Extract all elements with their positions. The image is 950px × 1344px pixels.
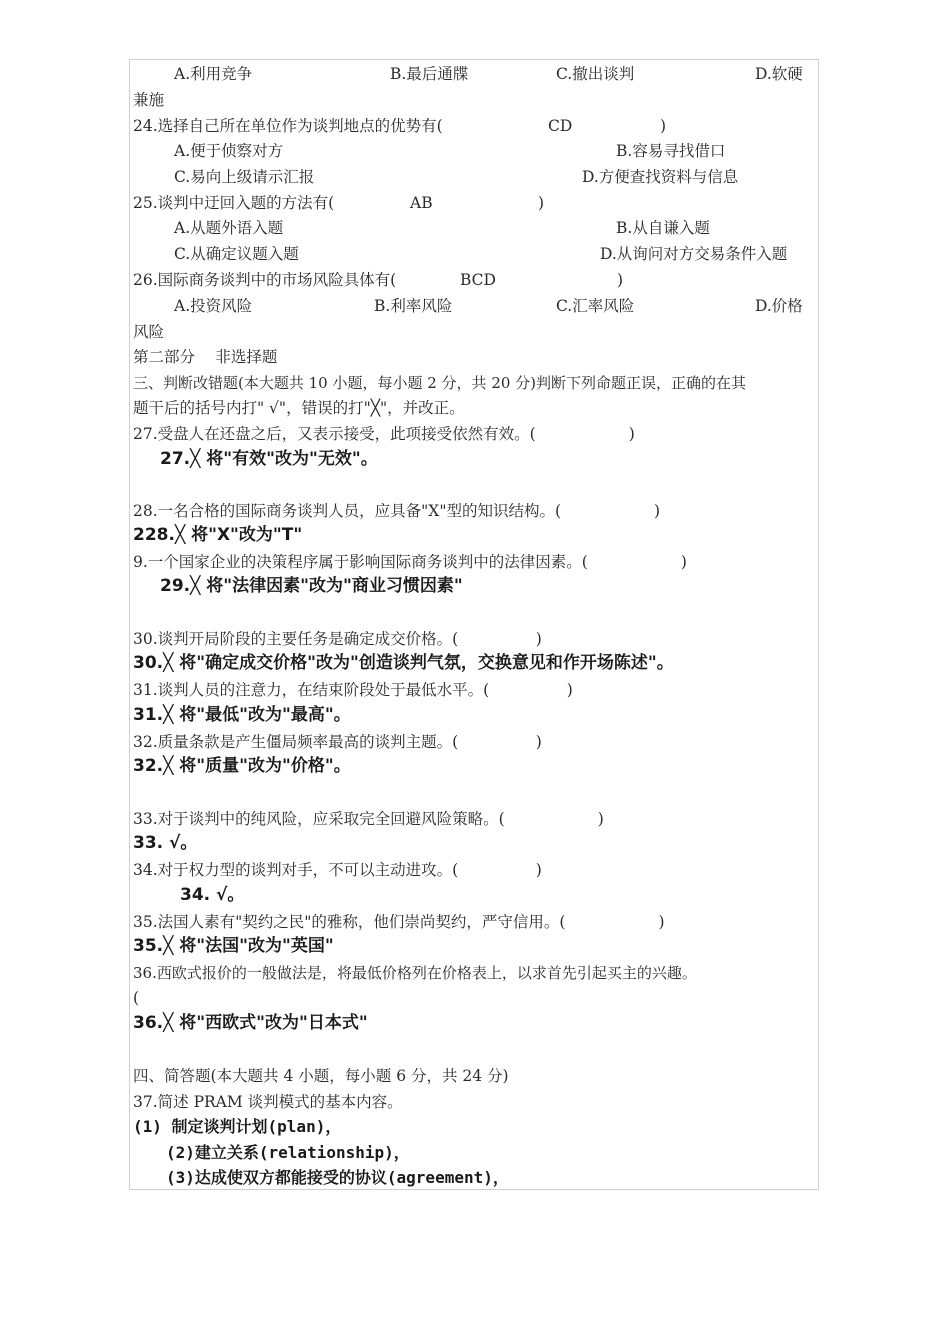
q25-stem: 25.谈判中迂回入题的方法有(	[133, 194, 335, 212]
section3-instructions-line1: 三、判断改错题(本大题共 10 小题，每小题 2 分，共 20 分)判断下列命题正误，正确的在其	[133, 374, 747, 392]
q36-bracket: (	[133, 989, 140, 1007]
q33-answer: 33. √。	[133, 833, 198, 853]
q26-option-b: B.利率风险	[374, 297, 453, 315]
q30-question: 30.谈判开局阶段的主要任务是确定成交价格。( )	[133, 630, 542, 648]
q25-option-b: B.从自谦入题	[616, 219, 710, 237]
q26-option-d-wrap: 风险	[133, 323, 165, 341]
q35-question: 35.法国人素有"契约之民"的雅称，他们崇尚契约，严守信用。( )	[133, 913, 665, 931]
q28-answer: 228.╳ 将"X"改为"T"	[133, 525, 303, 545]
q24-option-b: B.容易寻找借口	[616, 142, 726, 160]
q26-stem: 26.国际商务谈判中的市场风险具体有(	[133, 271, 397, 289]
q36-answer: 36.╳ 将"西欧式"改为"日本式"	[133, 1013, 368, 1033]
q23-option-d-wrap: 兼施	[133, 91, 165, 109]
q24-option-c: C.易向上级请示汇报	[174, 168, 315, 186]
q24-option-d: D.方便查找资料与信息	[582, 168, 739, 186]
q23-option-a: A.利用竞争	[174, 65, 253, 83]
q25-option-a: A.从题外语入题	[174, 219, 284, 237]
q37-point-2: (2)建立关系(relationship)，	[166, 1143, 410, 1162]
q25-option-c: C.从确定议题入题	[174, 245, 299, 263]
section3-instructions-line2: 题干后的括号内打" √"，错误的打"╳"，并改正。	[133, 399, 465, 417]
q26-answer: BCD	[460, 271, 496, 289]
q37-point-1: (1) 制定谈判计划(plan)，	[133, 1117, 342, 1136]
q26-option-c: C.汇率风险	[556, 297, 635, 315]
q28-question: 28.一名合格的国际商务谈判人员，应具备"X"型的知识结构。( )	[133, 502, 661, 520]
q37-point-3: (3)达成使双方都能接受的协议(agreement)，	[166, 1168, 509, 1187]
q26-option-d: D.价格	[755, 297, 803, 315]
section4-heading: 四、简答题(本大题共 4 小题，每小题 6 分，共 24 分)	[133, 1067, 509, 1085]
q30-answer: 30.╳ 将"确定成交价格"改为"创造谈判气氛，交换意见和作开场陈述"。	[133, 653, 674, 673]
q24-option-a: A.便于侦察对方	[174, 142, 284, 160]
part2-heading: 第二部分 非选择题	[133, 348, 278, 366]
q25-option-d: D.从询问对方交易条件入题	[600, 245, 788, 263]
q35-answer: 35.╳ 将"法国"改为"英国"	[133, 936, 334, 956]
q24-answer: CD	[548, 117, 573, 135]
q32-question: 32.质量条款是产生僵局频率最高的谈判主题。( )	[133, 733, 542, 751]
q37-question: 37.简述 PRAM 谈判模式的基本内容。	[133, 1093, 403, 1111]
q24-close: )	[660, 117, 667, 135]
q24-stem: 24.选择自己所在单位作为谈判地点的优势有(	[133, 117, 443, 135]
q33-question: 33.对于谈判中的纯风险，应采取完全回避风险策略。( )	[133, 810, 604, 828]
q36-question: 36.西欧式报价的一般做法是，将最低价格列在价格表上，以求首先引起买主的兴趣。	[133, 964, 697, 982]
q23-option-d: D.软硬	[755, 65, 803, 83]
q32-answer: 32.╳ 将"质量"改为"价格"。	[133, 756, 351, 776]
q29-question: 9.一个国家企业的决策程序属于影响国际商务谈判中的法律因素。( )	[133, 553, 687, 571]
q31-answer: 31.╳ 将"最低"改为"最高"。	[133, 705, 351, 725]
q34-question: 34.对于权力型的谈判对手，不可以主动进攻。( )	[133, 861, 542, 879]
q26-option-a: A.投资风险	[174, 297, 253, 315]
q27-question: 27.受盘人在还盘之后，又表示接受，此项接受依然有效。( )	[133, 425, 635, 443]
q25-close: )	[538, 194, 545, 212]
q23-option-c: C.撤出谈判	[556, 65, 635, 83]
q25-answer: AB	[410, 194, 433, 212]
q29-answer: 29.╳ 将"法律因素"改为"商业习惯因素"	[160, 576, 463, 596]
q34-answer: 34. √。	[180, 885, 245, 905]
q23-option-b: B.最后通牒	[390, 65, 469, 83]
q31-question: 31.谈判人员的注意力，在结束阶段处于最低水平。( )	[133, 681, 573, 699]
q27-answer: 27.╳ 将"有效"改为"无效"。	[160, 449, 378, 469]
q26-close: )	[617, 271, 624, 289]
